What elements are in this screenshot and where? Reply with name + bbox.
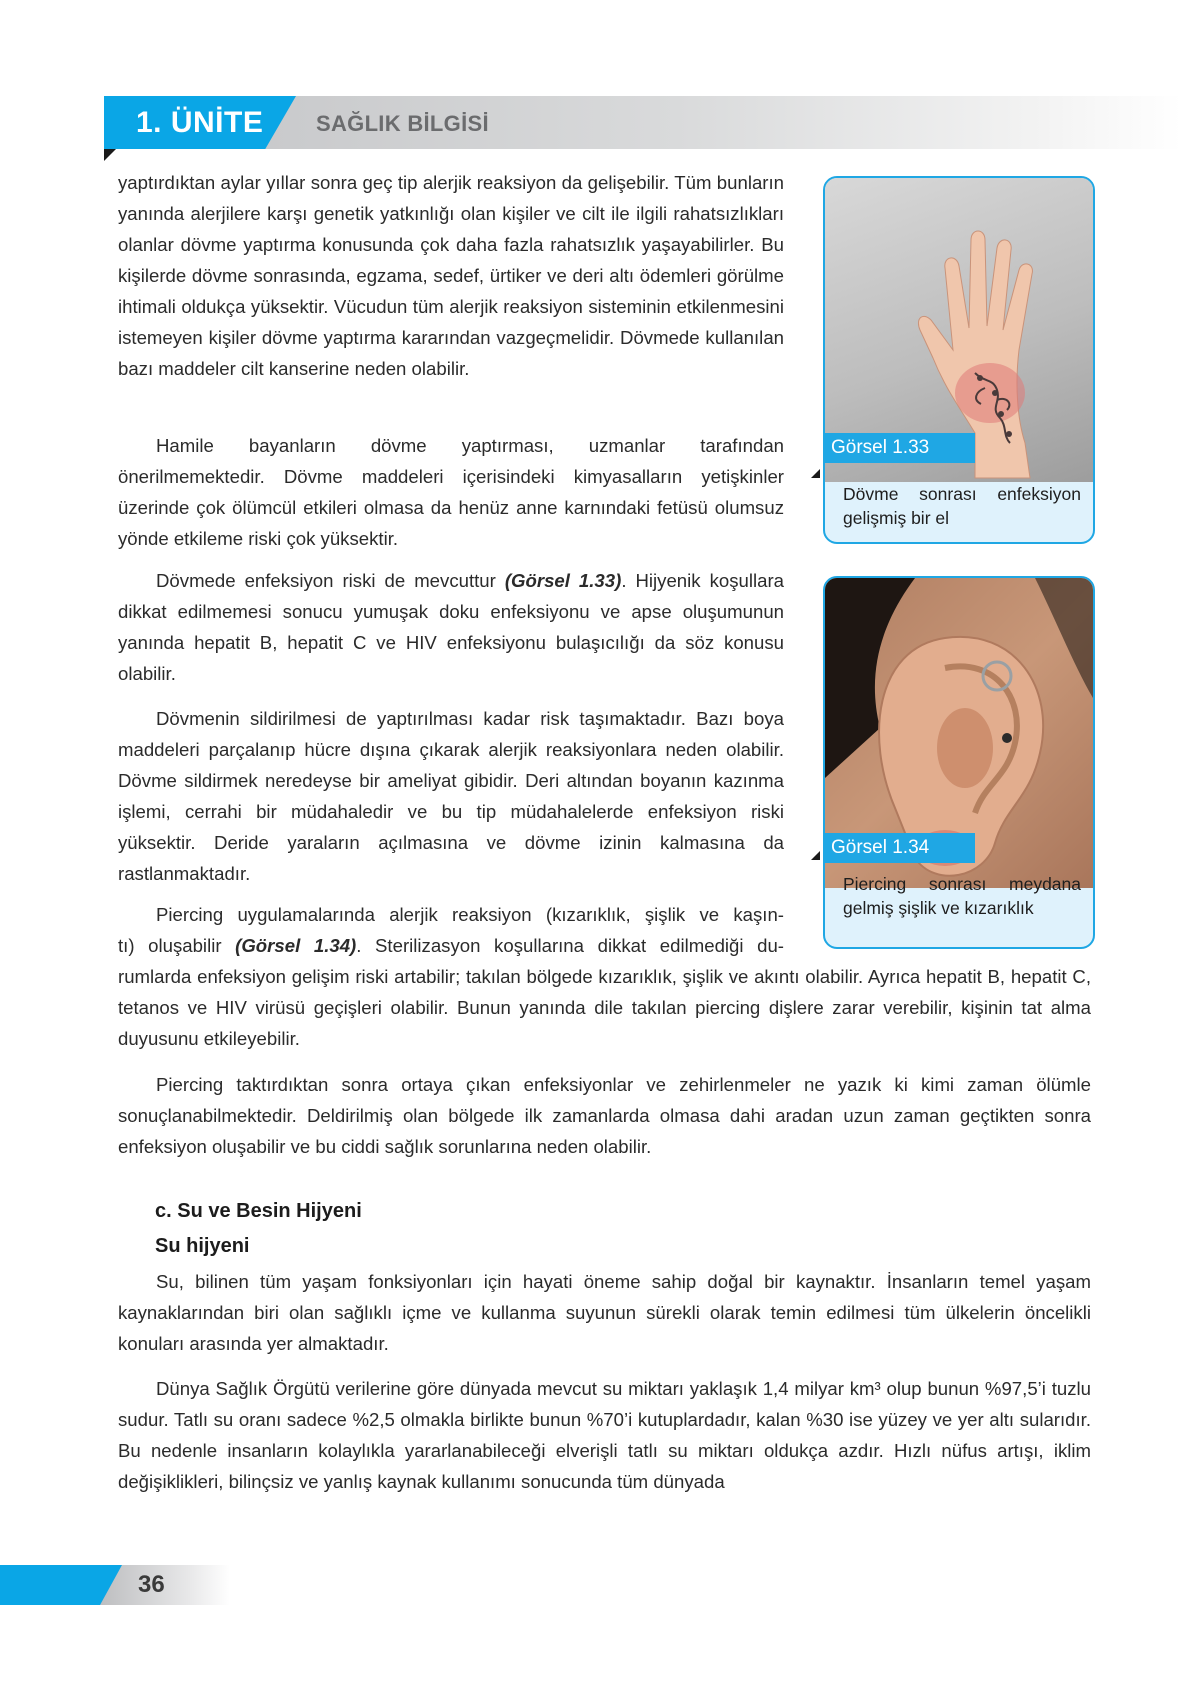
subsection-heading: Su hijyeni	[155, 1235, 250, 1257]
figure-ref-1-33: (Görsel 1.33)	[504, 570, 622, 591]
section-heading: c. Su ve Besin Hijyeni	[155, 1200, 362, 1222]
figure-ref-1-34: (Görsel 1.34)	[235, 935, 357, 956]
unit-label: 1. ÜNİTE	[136, 106, 264, 139]
paragraph-allergy: yaptırdıktan aylar yıllar sonra geç tip alerjik reaksiyon da gelişebilir. Tüm bunların yanında alerjilere karşı genetik yatkınlığı olan kişiler ve cilt ile ilgili rahatsızlıkları olanlar dövme yaptırma konusunda çok daha fazla rahatsızlık yaşayabilirler. Bu kişilerde dövme sonrasında, egzama, sedef, ürtiker ve deri altı ödemleri görülme ihtimali oldukça yüksektir. Vücudun tüm alerjik reaksiyon sisteminin etkilenmesini istemeyen kişiler dövme yaptırma kararından vazgeçmelidir. Dövmede kullanılan bazı maddeler cilt kanserine neden olabilir.	[118, 172, 784, 379]
paragraph-piercing-rest: rumlarda enfeksiyon gelişim riski artabilir; takılan bölgede kızarıklık, şişlik ve akıntı olabilir. Ayrıca hepatit B, hepatit C, tetanos ve HIV virüsü geçişleri olabilir. Bunun yanında dile takılan piercing dişlere zarar verebilir, kişinin tat alma duyusunu etkileyebilir.	[118, 966, 1091, 1049]
figure-caption: Dövme sonrası enfeksiyon gelişmiş bir el	[843, 484, 1081, 528]
paragraph-removal: Dövmenin sildirilmesi de yaptırılması kadar risk taşımaktadır. Bazı boya maddeleri parçalanıp hücre dışına çıkarak alerjik reaksiyonlara neden olabilir. Dövme sildirmek neredeyse bir ameliyat gibidir. Deri altından boyanın kazınma işlemi, cerrahi bir müdahaledir ve bu tip müdahalelerde enfeksiyon riski yüksektir. Deride yaraların açılmasına ve dövme izinin kalmasına da rastlanmaktadır.	[118, 708, 784, 884]
paragraph-piercing-line2: tı) oluşabilir (Görsel 1.34). Sterilizasyon koşullarına dikkat edilmediği du-	[118, 935, 784, 956]
paragraph-infection: Dövmede enfeksiyon riski de mevcuttur (Görsel 1.33). Hijyenik koşullara dikkat edilmemesi sonucu yumuşak doku enfeksiyonu ve apse oluşumunun yanında hepatit B, hepatit C ve HIV enfeksiyonu bulaşıcılığı da söz konusu olabilir.	[118, 570, 784, 684]
figure-1-33	[823, 176, 1095, 544]
figure-label: Görsel 1.33	[825, 433, 975, 463]
page-number: 36	[138, 1571, 165, 1598]
figure-1-34	[823, 576, 1095, 949]
footer-band	[100, 1565, 230, 1605]
chapter-title: SAĞLIK BİLGİSİ	[316, 111, 489, 136]
paragraph-who-data: Dünya Sağlık Örgütü verilerine göre dünyada mevcut su miktarı yaklaşık 1,4 milyar km³ olup bunun %97,5’i tuzlu sudur. Tatlı su oranı sadece %2,5 olmakla birlikte bunun %70’i kutuplardadır, kalan %30 ise yüzey ve yer altı sularıdır. Bu nedenle insanların kolaylıkla yararlanabileceği elverişli tatlı su miktarı oldukça azdır. Hızlı nüfus artışı, iklim değişiklikleri, bilinçsiz ve yanlış kaynak kullanımı sonucunda tüm dünyada	[118, 1378, 1091, 1492]
paragraph-water: Su, bilinen tüm yaşam fonksiyonları için hayati öneme sahip doğal bir kaynaktır. İnsanların temel yaşam kaynaklarından biri olan sağlıklı içme ve kullanma suyunun sürekli olarak temin edilmesi tüm ülkelerin öncelikli konuları arasında yer almaktadır.	[118, 1271, 1091, 1354]
figure-caption: Piercing sonrası meydana gelmiş şişlik ve kızarıklık	[843, 874, 1081, 918]
paragraph-piercing-line1: Piercing uygulamalarında alerjik reaksiyon (kızarıklık, şişlik ve kaşın-	[156, 904, 784, 925]
header-notch	[104, 149, 116, 161]
figure-label: Görsel 1.34	[825, 833, 975, 863]
paragraph-pregnancy: Hamile bayanların dövme yaptırması, uzmanlar tarafından önerilmemektedir. Dövme maddeleri içerisindeki kimyasalların yetişkinler üzerinde çok ölümcül etkileri olmasa da henüz anne karnındaki fetüsü olumsuz yönde etkileme riski çok yüksektir.	[118, 435, 784, 549]
figure-corner-mark	[811, 851, 820, 860]
figure-corner-mark	[811, 469, 820, 478]
paragraph-poisoning: Piercing taktırdıktan sonra ortaya çıkan enfeksiyonlar ve zehirlenmeler ne yazık ki kimi zaman ölümle sonuçlanabilmektedir. Deldirilmiş olan bölgede ilk zamanlarda olmasa dahi aradan uzun zaman geçtikten sonra enfeksiyon oluşabilir ve bu ciddi sağlık sorunlarına neden olabilir.	[118, 1074, 1091, 1157]
